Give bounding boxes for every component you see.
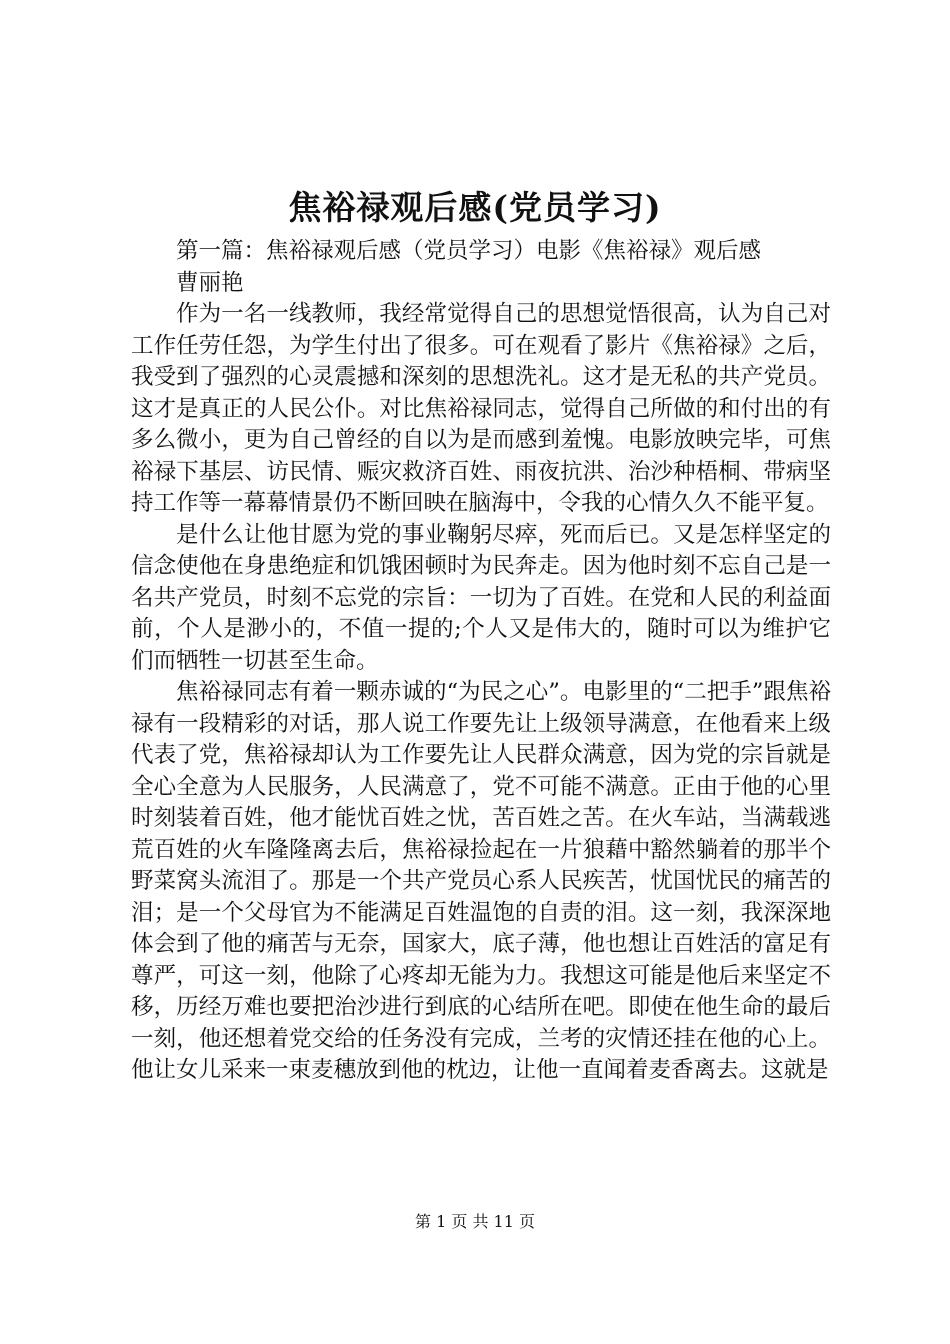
paragraph: 焦裕禄同志有着一颗赤诚的“为民之心”。电影里的“二把手”跟焦裕禄有一段精彩的对话，那人说工作要先让上级领导满意，在他看来上级代表了党，焦裕禄却认为工作要先让人民群众满意，因为党的宗旨就是全心全意为人民服务，人民满意了，党不可能不满意。正由于他的心里时刻装着百姓，他才能忧百姓之忧，苦百姓之苦。在火车站，当满载逃荒百姓的火车隆隆离去后，焦裕禄捡起在一片狼藉中豁然躺着的那半个野菜窝头流泪了。那是一个共产党员心系人民疾苦，忧国忧民的痛苦的泪；是一个父母官为不能满足百姓温饱的自责的泪。这一刻，我深深地体会到了他的痛苦与无奈，国家大，底子薄，他也想让百姓活的富足有尊严，可这一刻，他除了心疼却无能为力。我想这可能是他后来坚定不移，历经万难也要把治沙进行到底的心结所在吧。即使在他生命的最后一刻，他还想着党交给的任务没有完成，兰考的灾情还挂在他的心上。他让女儿采来一束麦穗放到他的枕边，让他一直闻着麦香离去。这就是 xyxy=(131,679,831,1083)
paragraph-heading: 第一篇：焦裕禄观后感（党员学习）电影《焦裕禄》观后感 xyxy=(176,238,762,264)
paragraph-author: 曹丽艳 xyxy=(176,269,244,296)
page-footer: 第 1 页 共 11 页 xyxy=(415,1212,535,1231)
paragraph: 作为一名一线教师，我经常觉得自己的思想觉悟很高，认为自己对工作任劳任怨，为学生付出了很多。可在观看了影片《焦裕禄》之后，我受到了强烈的心灵震撼和深刻的思想洗礼。这才是无私的共产党员。这才是真正的人民公仆。对比焦裕禄同志，觉得自己所做的和付出的有多么微小，更为自己曾经的自以为是而感到羞愧。电影放映完毕，可焦裕禄下基层、访民情、赈灾救济百姓、雨夜抗洪、治沙种梧桐、带病坚持工作等一幕幕情景仍不断回映在脑海中，令我的心情久久不能平复。 xyxy=(131,301,831,516)
document-body xyxy=(131,236,831,1087)
paragraph: 是什么让他甘愿为党的事业鞠躬尽瘁，死而后已。又是怎样坚定的信念使他在身患绝症和饥饿困顿时为民奔走。因为他时刻不忘自己是一名共产党员，时刻不忘党的宗旨：一切为了百姓。在党和人民的利益面前，个人是渺小的，不值一提的;个人又是伟大的，随时可以为维护它们而牺牲一切甚至生命。 xyxy=(131,521,831,674)
document-title: 焦裕禄观后感(党员学习) xyxy=(288,188,662,227)
